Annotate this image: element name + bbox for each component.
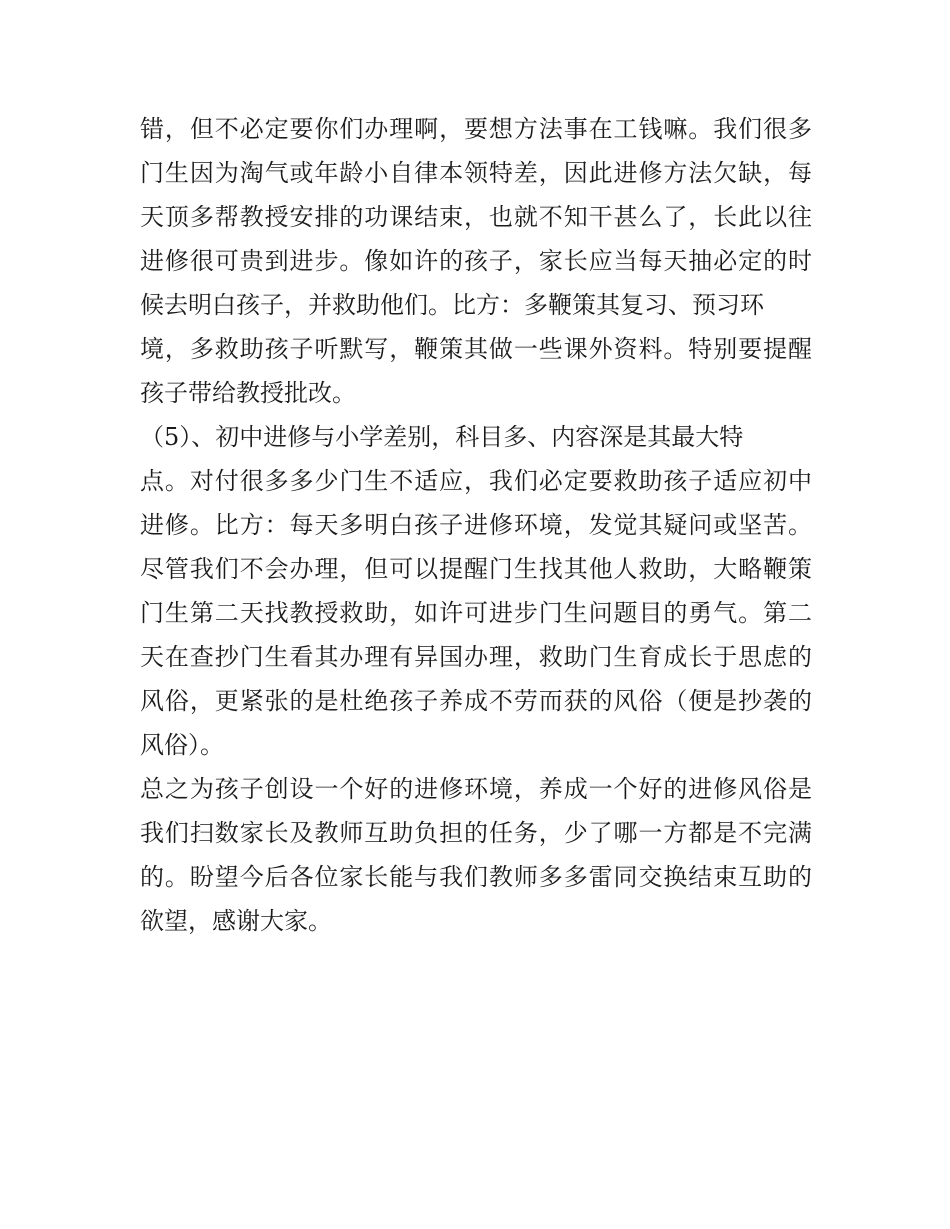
text-line: 总之为孩子创设一个好的进修环境，养成一个好的进修风俗是 <box>140 775 812 803</box>
text-line: 进修很可贵到进步。像如许的孩子，家长应当每天抽必定的时 <box>140 247 812 275</box>
text-line: 点。对付很多多少门生不适应，我们必定要救助孩子适应初中 <box>140 467 812 495</box>
text-line: 门生因为淘气或年龄小自律本领特差，因此进修方法欠缺，每 <box>140 159 812 187</box>
text-line: 风俗，更紧张的是杜绝孩子养成不劳而获的风俗（便是抄袭的 <box>140 687 812 715</box>
paragraph-1 <box>140 107 812 415</box>
text-line: 天顶多帮教授安排的功课结束，也就不知干甚么了，长此以往 <box>140 203 812 231</box>
text-line: 天在查抄门生看其办理有异国办理，救助门生育成长于思虑的 <box>140 643 812 671</box>
text-line: 尽管我们不会办理，但可以提醒门生找其他人救助，大略鞭策 <box>140 555 812 583</box>
text-line: 候去明白孩子，并救助他们。比方：多鞭策其复习、预习环 <box>140 291 764 319</box>
paragraph-3 <box>140 767 812 943</box>
text-line: 境，多救助孩子听默写，鞭策其做一些课外资料。特别要提醒 <box>140 335 812 363</box>
text-line: 门生第二天找教授救助，如许可进步门生问题目的勇气。第二 <box>140 599 812 627</box>
paragraph-2 <box>140 415 812 767</box>
text-line: 错，但不必定要你们办理啊，要想方法事在工钱嘛。我们很多 <box>140 115 812 143</box>
text-line: （5）、初中进修与小学差别，科目多、内容深是其最大特 <box>140 423 744 451</box>
text-line: 的。盼望今后各位家长能与我们教师多多雷同交换结束互助的 <box>140 863 812 891</box>
text-line: 进修。比方：每天多明白孩子进修环境，发觉其疑问或坚苦。 <box>140 511 812 539</box>
text-line: 我们扫数家长及教师互助负担的任务，少了哪一方都是不完满 <box>140 819 812 847</box>
text-line: 欲望，感谢大家。 <box>140 907 332 935</box>
document-body <box>140 107 812 943</box>
text-line: 孩子带给教授批改。 <box>140 379 356 407</box>
text-line: 风俗）。 <box>140 731 224 759</box>
